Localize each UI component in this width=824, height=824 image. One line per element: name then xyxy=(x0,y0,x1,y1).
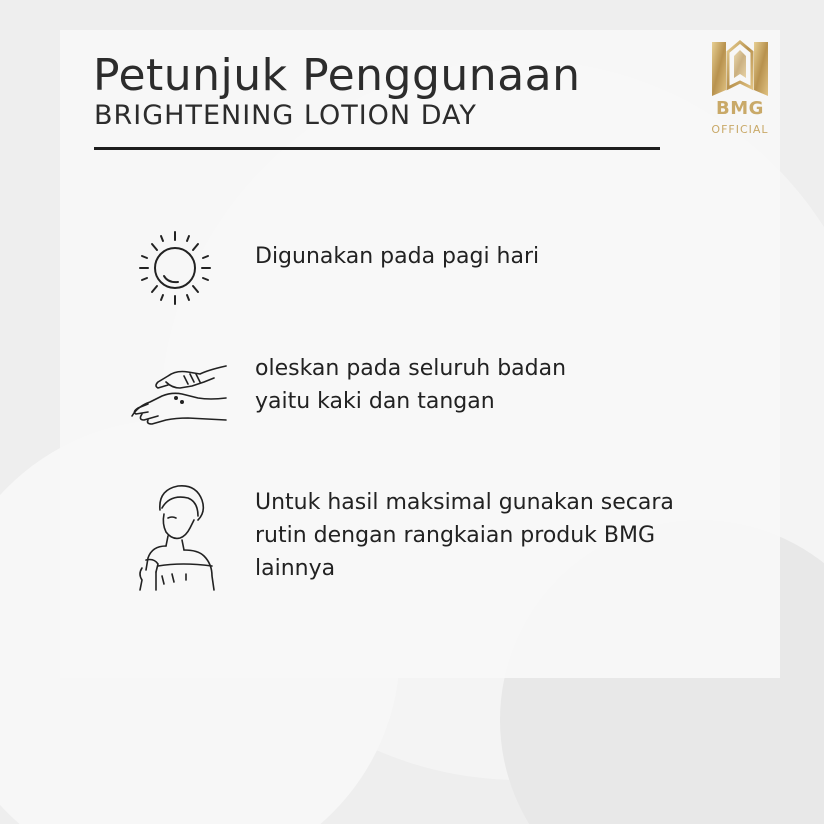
crest-icon xyxy=(706,38,774,98)
brand-tagline: OFFICIAL xyxy=(711,123,769,136)
brand-name: BMG xyxy=(716,98,764,119)
hand-applying-lotion-icon xyxy=(128,358,228,428)
step-text-routine: Untuk hasil maksimal gunakan secara rutin dengan rangkaian produk BMG lainnya xyxy=(255,490,674,581)
woman-with-towel-icon xyxy=(132,480,227,598)
step-text-morning: Digunakan pada pagi hari xyxy=(255,244,540,269)
page-title: Petunjuk Penggunaan xyxy=(93,50,581,101)
step-text-apply: oleskan pada seluruh badan yaitu kaki dan tangan xyxy=(255,356,567,414)
sun-icon xyxy=(130,228,220,308)
brand-logo xyxy=(700,38,780,143)
title-divider xyxy=(94,147,660,150)
product-subtitle: BRIGHTENING LOTION DAY xyxy=(94,100,477,131)
